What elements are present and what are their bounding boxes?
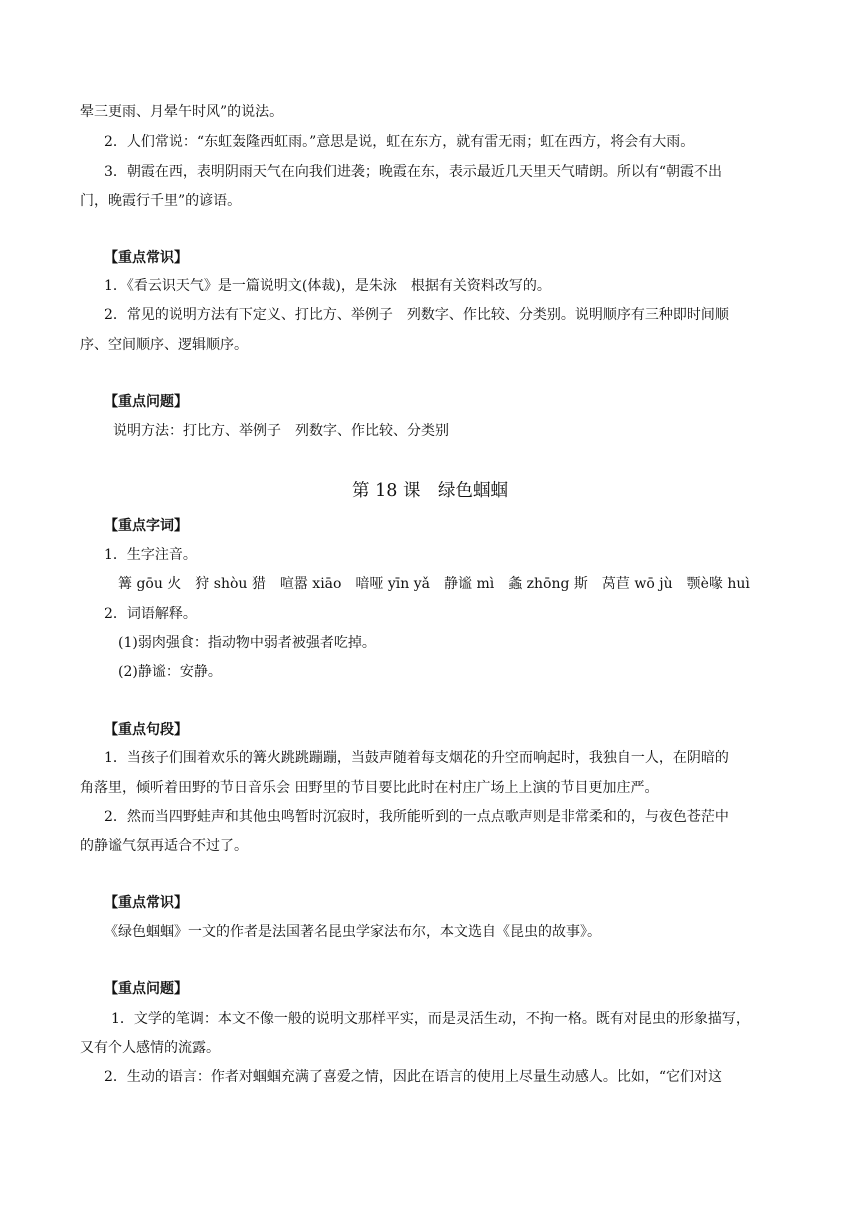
section-heading: 【重点句段】 bbox=[104, 722, 188, 738]
text-line: 1．《看云识天气》是一篇说明文(体裁)，是朱泳 根据有关资料改写的。 bbox=[104, 278, 551, 294]
text-line: 的静谧气氛再适合不过了。 bbox=[80, 838, 248, 854]
text-line: 2．人们常说：“东虹轰隆西虹雨。”意思是说，虹在东方，就有雷无雨；虹在西方，将会有大雨。 bbox=[104, 134, 695, 150]
lesson-title: 第 18 课 绿色蝈蝈 bbox=[352, 481, 508, 501]
text-line: 2．生动的语言：作者对蝈蝈充满了喜爱之情，因此在语言的使用上尽量生动感人。比如，“它们对这 bbox=[104, 1069, 723, 1085]
section-heading: 【重点常识】 bbox=[104, 895, 188, 911]
text-line: 1．生字注音。 bbox=[104, 547, 197, 563]
text-line: 门，晚霞行千里”的谚语。 bbox=[80, 193, 242, 209]
text-line: (2)静谧：安静。 bbox=[118, 664, 222, 680]
section-heading: 【重点问题】 bbox=[104, 394, 188, 410]
text-line: 2．词语解释。 bbox=[104, 606, 197, 622]
section-heading: 【重点问题】 bbox=[104, 981, 188, 997]
text-line: 《绿色蝈蝈》一文的作者是法国著名昆虫学家法布尔，本文选自《昆虫的故事》。 bbox=[104, 924, 601, 940]
text-line: 2．然而当四野蛙声和其他虫鸣暂时沉寂时，我所能听到的一点点歌声则是非常柔和的，与夜色苍茫中 bbox=[104, 809, 729, 825]
text-line: 1．文学的笔调：本文不像一般的说明文那样平实，而是灵活生动，不拘一格。既有对昆虫的形象描写， bbox=[111, 1011, 750, 1027]
section-heading: 【重点常识】 bbox=[104, 250, 188, 266]
text-line: 序、空间顺序、逻辑顺序。 bbox=[80, 337, 248, 353]
pinyin-line: 篝 gōu 火 狩 shòu 猎 喧嚣 xiāo 喑哑 yīn yǎ 静谧 mì 螽 zhōng 斯 莴苣 wō jù 颚è喙 huì bbox=[118, 576, 750, 592]
text-line: 2．常见的说明方法有下定义、打比方、举例子 列数字、作比较、分类别。说明顺序有三种即时间顺 bbox=[104, 307, 729, 323]
text-line: (1)弱肉强食：指动物中弱者被强者吃掉。 bbox=[118, 635, 376, 651]
text-line: 3．朝霞在西，表明阴雨天气在向我们进袭；晚霞在东，表示最近几天里天气晴朗。所以有“朝霞不出 bbox=[104, 164, 723, 180]
text-line: 角落里，倾听着田野的节日音乐会 田野里的节目要比此时在村庄广场上上演的节目更加庄严。 bbox=[80, 780, 659, 796]
text-line: 说明方法：打比方、举例子 列数字、作比较、分类别 bbox=[113, 423, 449, 439]
section-heading: 【重点字词】 bbox=[104, 518, 188, 534]
text-line: 又有个人感情的流露。 bbox=[80, 1040, 220, 1056]
text-line: 晕三更雨、月晕午时风”的说法。 bbox=[80, 104, 284, 120]
text-line: 1．当孩子们围着欢乐的篝火跳跳蹦蹦，当鼓声随着每支烟花的升空而响起时，我独自一人，在阴暗的 bbox=[104, 750, 729, 766]
